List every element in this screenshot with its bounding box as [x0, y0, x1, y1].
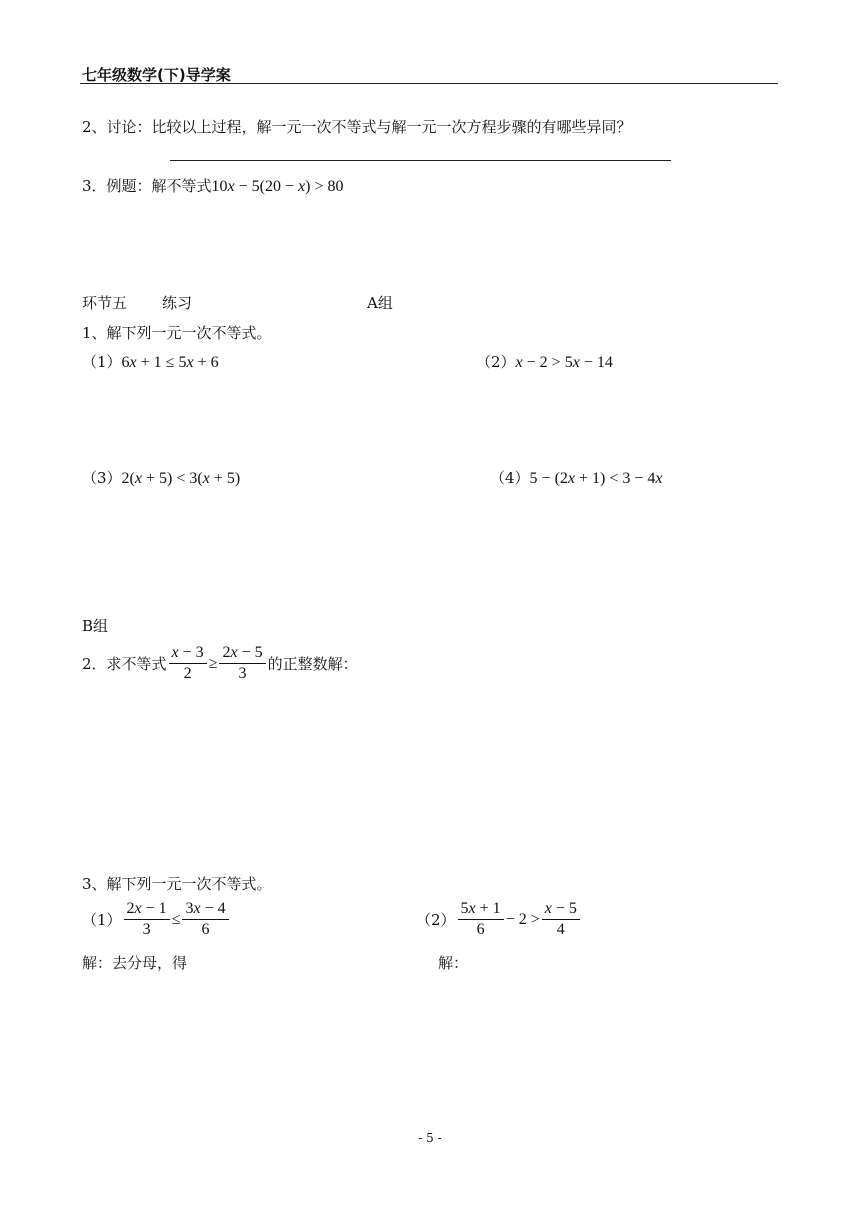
solution-prompt-1: 解：去分母，得	[82, 954, 188, 972]
fraction: $\frac{2x - 5}{3}$	[219, 643, 265, 684]
header-rule	[80, 83, 778, 84]
example-problem	[82, 175, 344, 196]
answer-line	[170, 160, 671, 161]
a-item-2: （2）x − 2 > 5x − 14	[476, 353, 613, 371]
b-item-2: （2） $\frac{5x + 1}{6}$ − 2 > $\frac{x - 5}{4}$	[416, 899, 582, 940]
a-item-3: （3）2(x + 5) < 3(x + 5)	[82, 469, 241, 487]
group-b-question-2: 2．求不等式 $\frac{x - 3}{2}$ ≥ $\frac{2x - 5}{3}$ 的正整数解：	[82, 644, 358, 682]
fraction: $\frac{2x - 1}{3}$	[124, 899, 170, 940]
a-item-1: （1）6x + 1 ≤ 5x + 6	[82, 353, 219, 371]
section-label: 环节五	[82, 294, 128, 312]
fraction: $\frac{x - 5}{4}$	[542, 899, 580, 940]
section-name: 练习	[162, 294, 193, 312]
fraction: $\frac{x - 3}{2}$	[169, 643, 207, 684]
group-b-question-3: 3、解下列一元一次不等式。	[82, 875, 272, 893]
page-number: - 5 -	[418, 1131, 442, 1145]
page-header-title: 七年级数学(下)导学案	[82, 66, 231, 84]
group-a-question-1: 1、解下列一元一次不等式。	[82, 324, 272, 342]
group-b-label: B组	[82, 617, 109, 635]
example-expression: 10x − 5(20 − x) > 80	[211, 178, 344, 195]
solution-prompt-2: 解：	[438, 954, 469, 972]
b-item-1: （1） $\frac{2x - 1}{3}$ ≤ $\frac{3x - 4}{6}$	[82, 899, 231, 940]
fraction: $\frac{3x - 4}{6}$	[182, 899, 228, 940]
fraction: $\frac{5x + 1}{6}$	[458, 899, 504, 940]
group-a-label: A组	[367, 294, 393, 312]
discussion-question: 2、讨论：比较以上过程，解一元一次不等式与解一元一次方程步骤的有哪些异同？	[82, 118, 632, 136]
example-label: 3．例题：解不等式	[82, 177, 212, 195]
a-item-4: （4）5 − (2x + 1) < 3 − 4x	[490, 469, 663, 487]
